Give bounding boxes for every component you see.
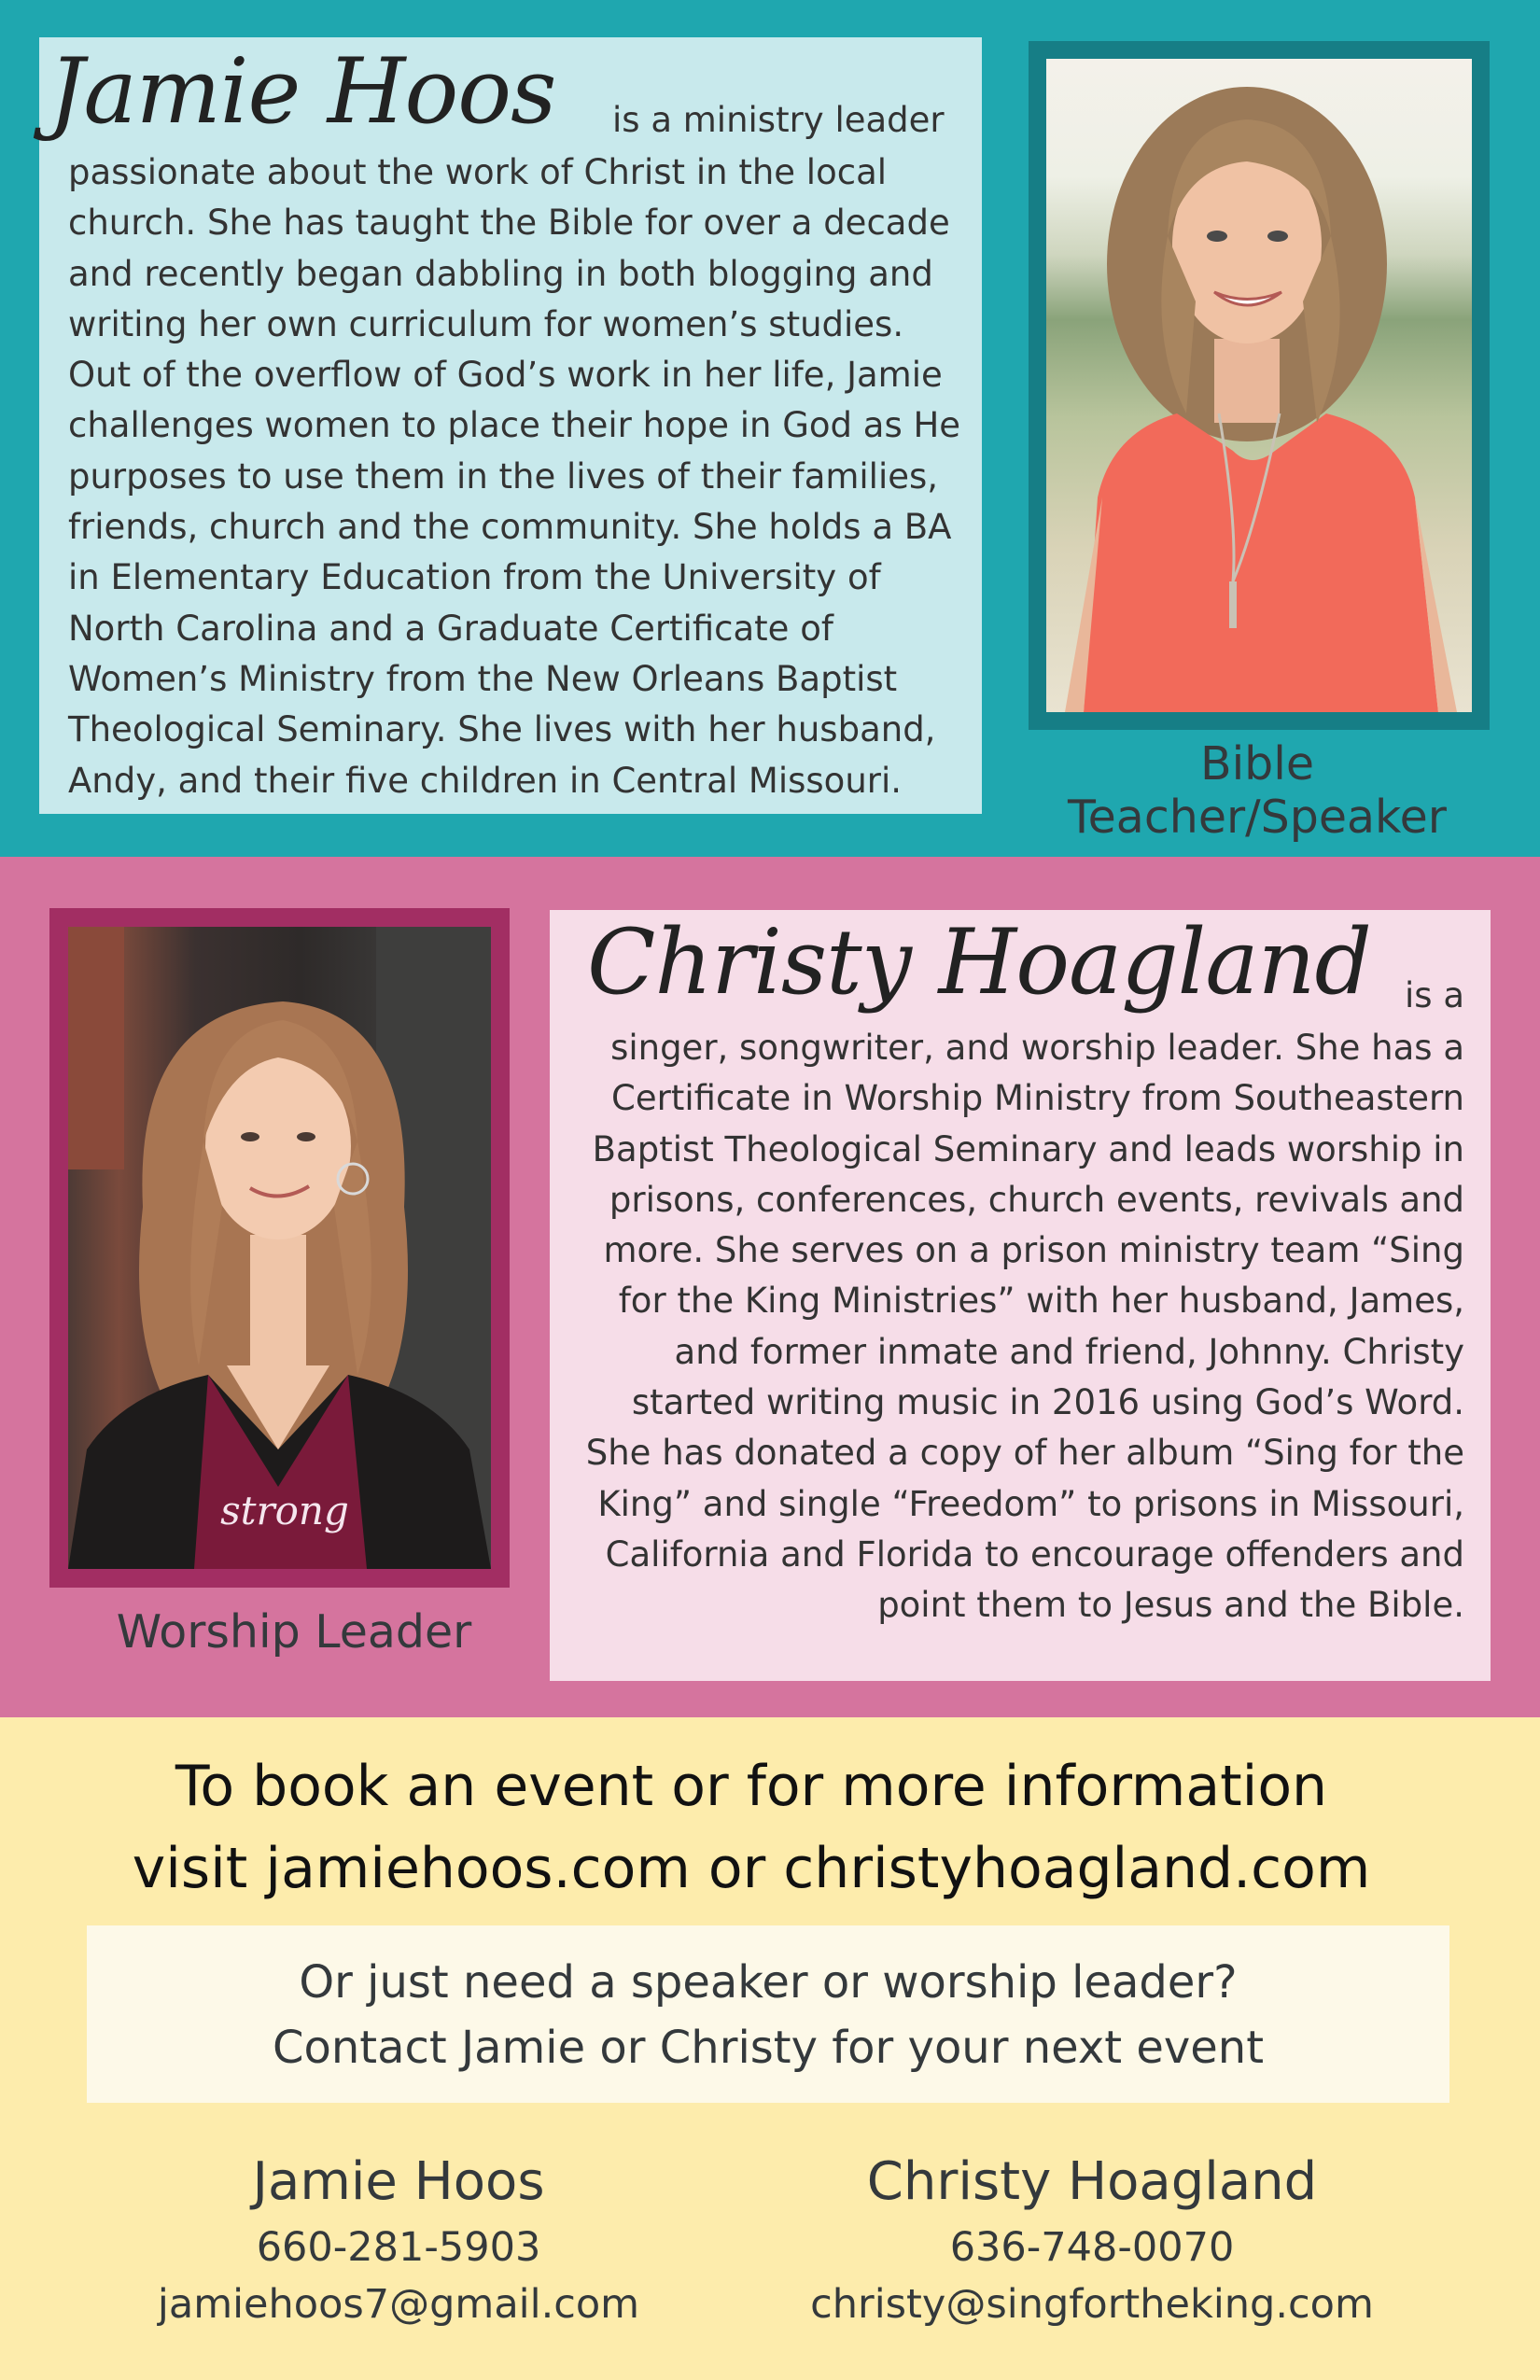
contact-phone[interactable]: 636-748-0070 xyxy=(949,2224,1235,2271)
booking-heading xyxy=(0,1745,1503,1910)
booking-line-2[interactable]: visit jamiehoos.com or christyhoagland.com xyxy=(132,1836,1371,1901)
contact-card-jamie xyxy=(72,2145,725,2333)
jamie-section xyxy=(0,0,1540,857)
booking-section xyxy=(0,1717,1540,2380)
contact-email[interactable]: christy@singfortheking.com xyxy=(810,2281,1374,2328)
christy-bio-lead: is a xyxy=(1405,975,1464,1015)
callout-line-2: Contact Jamie or Christy for your next event xyxy=(272,2022,1265,2074)
booking-line-1: To book an event or for more information xyxy=(175,1754,1328,1819)
jamie-photo xyxy=(1046,59,1472,712)
jamie-portrait-illustration xyxy=(1046,59,1472,712)
jamie-bio-lead: is a ministry leader xyxy=(612,100,945,140)
contact-email[interactable]: jamiehoos7@gmail.com xyxy=(157,2281,640,2328)
christy-photo xyxy=(68,927,491,1569)
contact-name: Christy Hoagland xyxy=(866,2151,1318,2212)
christy-portrait-illustration xyxy=(68,927,491,1569)
christy-signature: Christy Hoagland xyxy=(587,910,1371,1015)
callout-box xyxy=(87,1925,1449,2103)
callout-line-1: Or just need a speaker or worship leader? xyxy=(299,1956,1238,2009)
christy-caption: Worship Leader xyxy=(116,1605,472,1659)
jamie-bio-text: passionate about the work of Christ in the local church. She has taught the Bible for over a decade and recently began dabbling in both blogging and writing her own curriculum for women’s studies. Out of the overflow of God’s work in her life, Jamie challenges women to place their hope in God as He purposes to use them in the lives of their families, friends, church and the community. She holds a BA in Elementary Education from the University of North Carolina and a Graduate Certificate of Women’s Ministry from the New Orleans Baptist Theological Seminary. She lives with her husband, Andy, and their five children in Central Missouri. xyxy=(68,152,961,801)
jamie-caption: Bible Teacher/Speaker xyxy=(1068,737,1447,844)
christy-shirt-text: strong xyxy=(220,1488,349,1533)
christy-bio-box xyxy=(550,910,1491,1681)
contact-name: Jamie Hoos xyxy=(252,2151,545,2212)
jamie-bio-box xyxy=(39,37,982,814)
contact-phone[interactable]: 660-281-5903 xyxy=(256,2224,541,2271)
christy-section xyxy=(0,857,1540,1717)
christy-bio-text: singer, songwriter, and worship leader. She has a Certificate in Worship Ministry from Southeastern Baptist Theological Seminary and leads worship in prisons, conferences, church events, revivals and more. She serves on a prison ministry team “Sing for the King Ministries” with her husband, James, and former inmate and friend, Johnny. Christy started writing music in 2016 using God’s Word. She has donated a copy of her album “Sing for the King” and single “Freedom” to prisons in Missouri, California and Florida to encourage offenders and point them to Jesus and the Bible. xyxy=(585,1028,1464,1626)
contact-card-christy xyxy=(765,2145,1419,2333)
christy-photo-frame xyxy=(49,908,510,1588)
jamie-signature: Jamie Hoos xyxy=(49,39,556,144)
jamie-photo-frame xyxy=(1029,41,1490,730)
